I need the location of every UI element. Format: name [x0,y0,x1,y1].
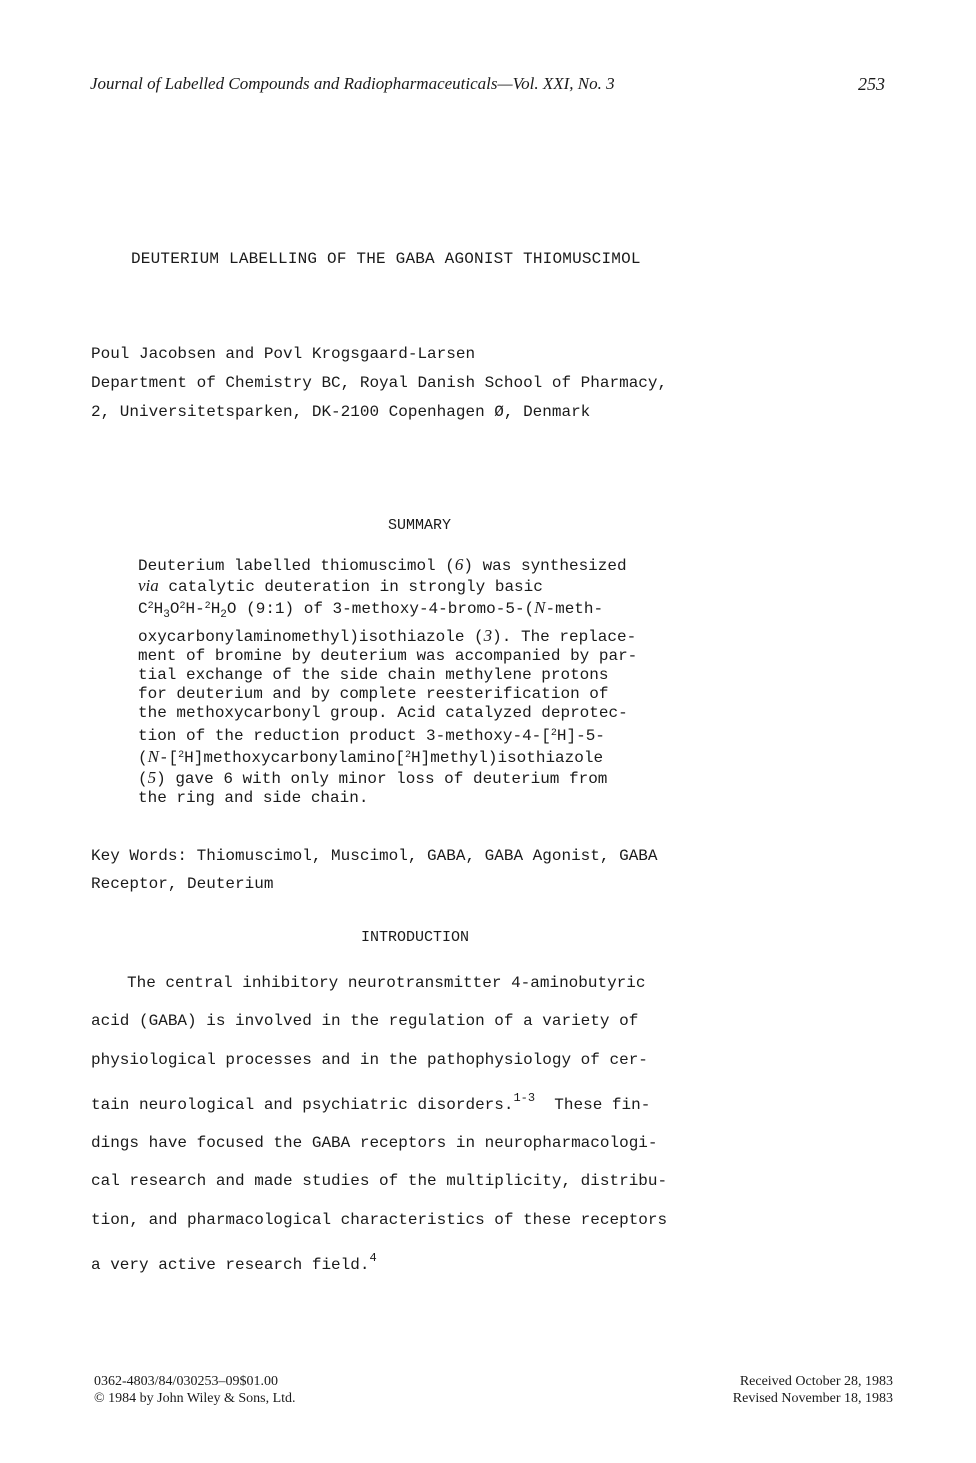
summary-line: tion of the reduction product 3-methoxy-4-[$^2$H]-5- [138,726,605,745]
summary-line: via catalytic deuteration in strongly basic [138,576,543,597]
summary-line: oxycarbonylaminomethyl)isothiazole (3). The replace- [138,625,637,646]
footer-publication-info [94,1373,296,1407]
summary-line: ment of bromine by deuterium was accompanied by par- [138,646,638,665]
summary-heading: SUMMARY [388,517,452,534]
introduction-heading: INTRODUCTION [361,929,470,946]
introduction-line: physiological processes and in the pathophysiology of cer- [91,1050,648,1069]
introduction-line: tain neurological and psychiatric disorders.$^{1-3}$ These fin- [91,1090,651,1114]
footer-dates [705,1373,893,1407]
summary-line: (N-[$^2$H]methoxycarbonylamino[$^2$H]methyl)isothiazole [138,746,604,767]
introduction-line: tion, and pharmacological characteristics of these receptors [91,1210,668,1229]
summary-line: $C^2H_3O^2H-^2H_2O$ (9:1) of 3-methoxy-4-bromo-5-(N-meth- [138,598,604,622]
introduction-line: dings have focused the GABA receptors in neuropharmacologi- [91,1134,658,1153]
affiliation-department: Department of Chemistry BC, Royal Danish School of Pharmacy, [91,374,668,392]
summary-line: tial exchange of the side chain methylene protons [138,666,609,685]
affiliation-address: 2, Universitetsparken, DK-2100 Copenhagen Ø, Denmark [91,403,591,421]
footer-code: 0362-4803/84/030253–09$01.00 [94,1374,278,1389]
footer-revised-date: Revised November 18, 1983 [732,1391,893,1406]
summary-line: Deuterium labelled thiomuscimol (6) was synthesized [138,555,627,575]
summary-line: for deuterium and by complete reesterification of [138,685,609,704]
introduction-line: acid (GABA) is involved in the regulation of a variety of [91,1012,639,1031]
summary-line: the ring and side chain. [138,789,369,808]
author-list: Poul Jacobsen and Povl Krogsgaard-Larsen [91,345,476,363]
running-head-journal: Journal of Labelled Compounds and Radiopharmaceuticals—Vol. XXI, No. 3 [90,74,615,93]
citation-reference: 4 [369,1251,377,1266]
key-words-line: Receptor, Deuterium [91,875,274,893]
footer-received-date: Received October 28, 1983 [739,1374,893,1389]
introduction-line: cal research and made studies of the multiplicity, distribu- [91,1172,668,1191]
page-number: 253 [858,74,885,94]
introduction-line: a very active research field.$^4$ [91,1251,377,1275]
key-words-line: Key Words: Thiomuscimol, Muscimol, GABA, GABA Agonist, GABA [91,847,658,865]
key-words [91,842,791,898]
footer-copyright: © 1984 by John Wiley & Sons, Ltd. [94,1391,296,1406]
summary-line: the methoxycarbonyl group. Acid catalyzed deprotec- [138,704,628,723]
introduction-paragraph [91,964,791,1284]
introduction-line: The central inhibitory neurotransmitter 4-aminobutyric [127,974,646,992]
summary-line: (5) gave 6 with only minor loss of deuterium from [138,768,608,789]
summary-abstract [138,555,758,808]
citation-reference: 1-3 [513,1090,536,1105]
paper-title: DEUTERIUM LABELLING OF THE GABA AGONIST THIOMUSCIMOL [131,250,641,268]
